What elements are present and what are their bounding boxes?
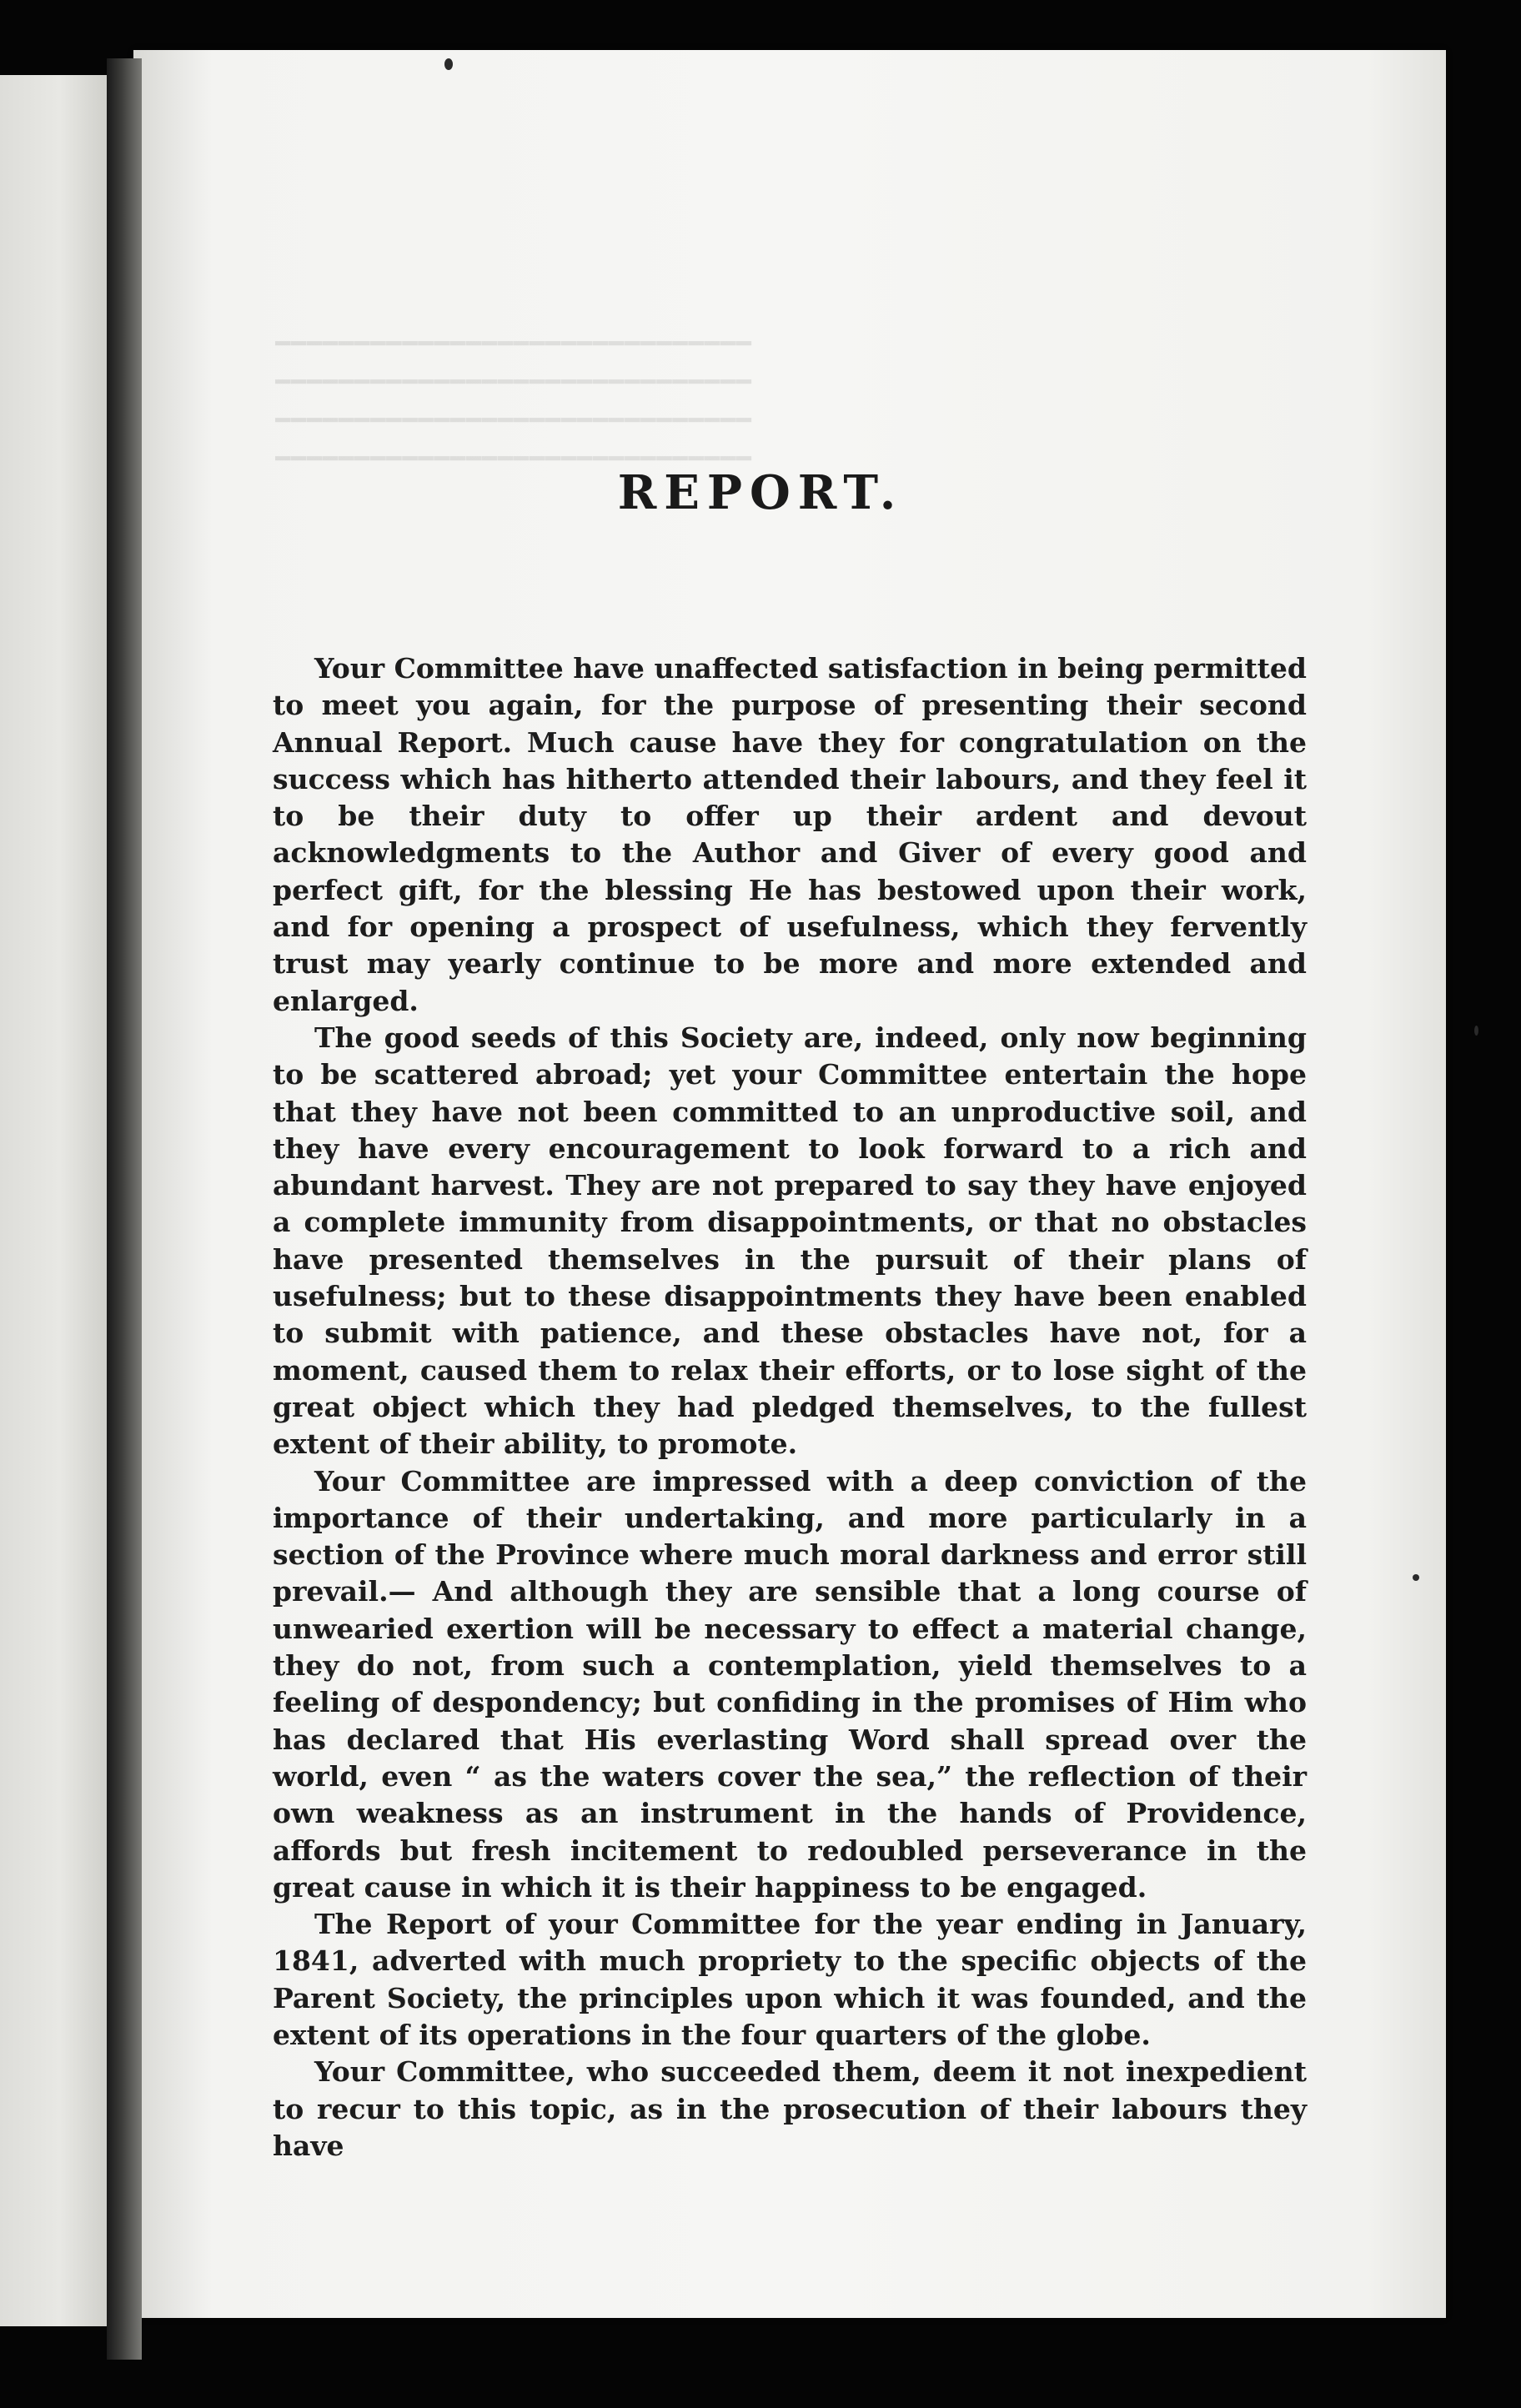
paragraph: The Report of your Committee for the year ending in January, 1841, adverted with much propriety to the specific objects of the Parent Society, the principles upon which it was founded, and the extent of its operations in the four quarters of the globe. xyxy=(273,1908,1307,2051)
page-title: REPORT. xyxy=(617,465,904,520)
facing-page-edge xyxy=(0,75,108,2326)
speck-mark xyxy=(444,58,453,70)
bleed-through-texture: ━━━━━━━━━━━━━━━━━━━━━━━━━━━━━━ ━━━━━━━━━━━━━━━━━━━━━━━━━━━━━━ ━━━━━━━━━━━━━━━━━━━━━━━━━━━━━━ ━━━━━━━━━━━━━━━━━━━━━━━━━━━━━━ xyxy=(275,330,752,473)
paragraph: The good seeds of this Society are, indeed, only now beginning to be scattered abroad; yet your Committee entertain the hope that they have not been committed to an unproductive soil, and they have every encouragement to look forward to a rich and abundant harvest. They are not prepared to say they have enjoyed a complete immunity from disappointments, or that no obstacles have presented themselves in the pursuit of their plans of usefulness; but to these disappointments they have been enabled to submit with patience, and these obstacles have not, for a moment, caused them to relax their efforts, or to lose sight of the great object which they had pledged themselves, to the fullest extent of their ability, to promote. xyxy=(273,1021,1307,1461)
paragraph: Your Committee are impressed with a deep conviction of the importance of their undertaking, and more particularly in a section of the Province where much moral darkness and error still prevail.— And although they are sensible that a long course of unwearied exertion will be necessary to effect a material change, they do not, from such a contemplation, yield themselves to a feeling of despondency; but confiding in the promises of Him who has declared that His everlasting Word shall spread over the world, even “ as the waters cover the sea,” the reflection of their own weakness as an instrument in the hands of Providence, affords but fresh incitement to redoubled perseverance in the great cause in which it is their happiness to be engaged. xyxy=(273,1464,1307,1904)
speck-mark xyxy=(1413,1574,1419,1581)
paragraph: Your Committee have unaffected satisfaction in being permitted to meet you again, for the purpose of presenting their second Annual Report. Much cause have they for congratulation on the success which has hitherto attended their labours, and they feel it to be their duty to offer up their ardent and devout acknowledgments to the Author and Giver of every good and perfect gift, for the blessing He has bestowed upon their work, and for opening a prospect of usefulness, which they fervently trust may yearly continue to be more and more extended and enlarged. xyxy=(273,652,1307,1017)
speck-mark xyxy=(1474,1026,1478,1036)
report-body xyxy=(273,650,1307,2165)
paragraph: Your Committee, who succeeded them, deem it not inexpedient to recur to this topic, as in the prosecution of their labours they have xyxy=(273,2055,1307,2162)
book-gutter xyxy=(107,58,142,2360)
